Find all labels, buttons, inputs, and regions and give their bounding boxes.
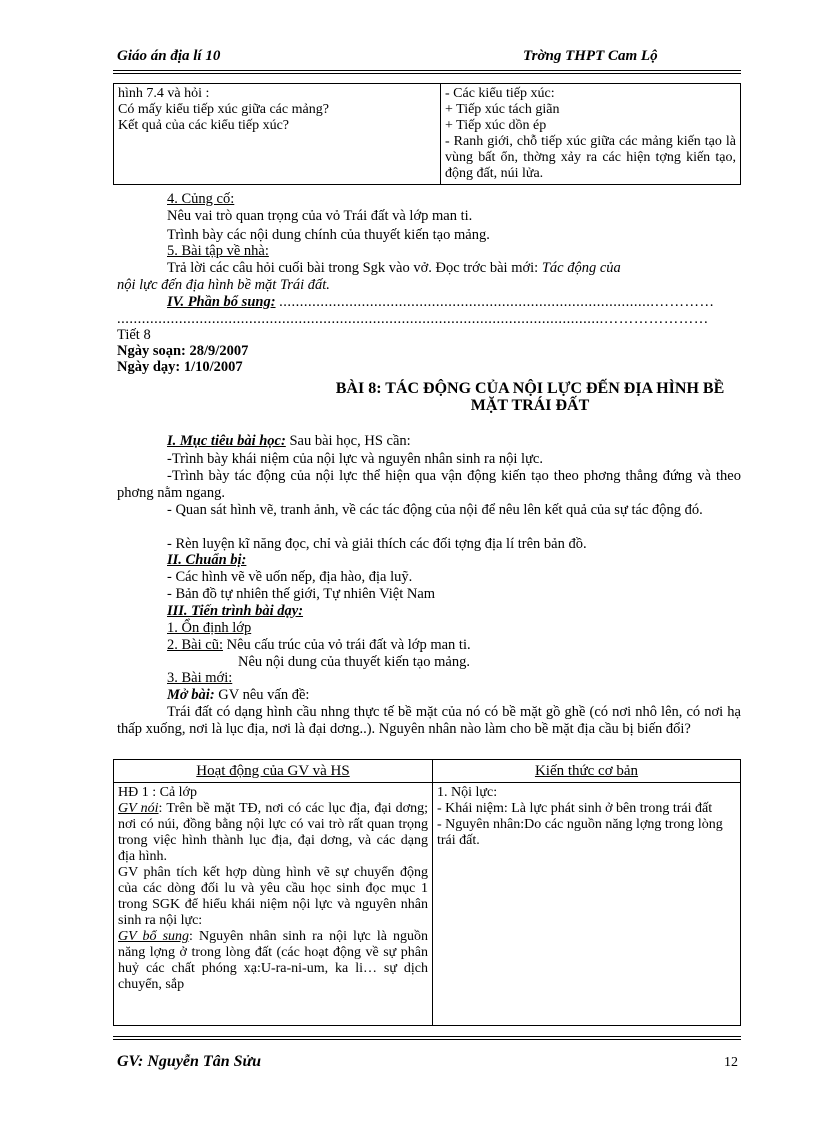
homework-line: Trả lời các câu hỏi cuối bài trong Sgk vào vở. Đọc trớc bài mới: Tác động của bbox=[167, 260, 621, 276]
table1-right-cell bbox=[441, 84, 741, 185]
opening-line: Mở bài: GV nêu vấn đề: bbox=[167, 687, 310, 703]
activity-paragraph: GV bổ sung: Nguyên nhân sinh ra nội lực là nguồn năng lợng ở trong lòng đất (các hoạt động về sự phân huỷ các chất phóng xạ:U-ra-ni-um, ka li… sự dịch chuyển, sắp bbox=[118, 929, 429, 992]
footer-divider bbox=[113, 1036, 741, 1040]
col-knowledge-header: Kiến thức cơ bản bbox=[433, 760, 741, 783]
review-line: Nêu vai trò quan trọng của vỏ Trái đất và lớp man ti. bbox=[167, 208, 473, 224]
process-heading: III. Tiến trình bài dạy: bbox=[167, 603, 304, 619]
prep-heading: II. Chuẩn bị: bbox=[167, 552, 247, 568]
objective-item: - Quan sát hình vẽ, tranh ảnh, về các tác động của nội để nêu lên kết quả của sự tác động đó. bbox=[167, 502, 703, 518]
header-divider bbox=[113, 70, 741, 74]
step-2: 2. Bài cũ: Nêu cấu trúc của vỏ trái đất và lớp man ti. bbox=[167, 637, 471, 653]
step-3: 3. Bài mới: bbox=[167, 670, 233, 686]
table1-left-line: Có mấy kiểu tiếp xúc giữa các mảng? bbox=[118, 102, 329, 117]
knowledge-item: - Nguyên nhân:Do các nguồn năng lợng trong lòng trái đất. bbox=[437, 817, 723, 848]
activity-title: HĐ 1 : Cả lớp bbox=[118, 785, 197, 800]
knowledge-item: - Khái niệm: Là lực phát sinh ở bên trong trái đất bbox=[437, 801, 713, 816]
activity-table-continued bbox=[113, 83, 741, 185]
review-line: Trình bày các nội dung chính của thuyết kiến tạo mảng. bbox=[167, 227, 490, 243]
header-school: Trờng THPT Cam Lộ bbox=[523, 48, 658, 64]
homework-italic-line: nội lực đến địa hình bề mặt Trái đất. bbox=[117, 277, 330, 293]
objective-item: - Rèn luyện kĩ năng đọc, chỉ và giải thích các đối tợng địa lí trên bản đồ. bbox=[167, 536, 587, 552]
table1-right-line: + Tiếp xúc dồn ép bbox=[445, 118, 547, 133]
objective-item: -Trình bày tác động của nội lực thể hiện qua vận động kiến tạo theo phơng thẳng đứng và theo phơng nằm ngang. bbox=[117, 468, 741, 501]
prepared-date: Ngày soạn: 28/9/2007 bbox=[117, 343, 249, 359]
knowledge-cell bbox=[433, 783, 741, 1026]
table1-right-line: - Các kiểu tiếp xúc: bbox=[445, 86, 555, 101]
knowledge-title: 1. Nội lực: bbox=[437, 785, 498, 800]
step-1: 1. Ổn định lớp bbox=[167, 620, 252, 636]
supplement-line: IV. Phần bổ sung: ...........................................................................................………… bbox=[167, 294, 715, 310]
step-2-continued: Nêu nội dung của thuyết kiến tạo mảng. bbox=[238, 654, 470, 670]
lesson-title: BÀI 8: TÁC ĐỘNG CỦA NỘI LỰC ĐẾN ĐỊA HÌNH BỀ MẶT TRÁI ĐẤT bbox=[335, 380, 725, 414]
table1-right-line: + Tiếp xúc tách giãn bbox=[445, 102, 560, 117]
page-number: 12 bbox=[724, 1055, 738, 1070]
opening-paragraph: Trái đất có dạng hình cầu nhng thực tế bề mặt của nó có bề mặt gồ ghề (có nơi nhô lên, có nơi hạ thấp xuống, nơi là lục địa, nơi là đại dơng..). Nguyên nhân nào làm cho bề mặt địa cầu bị biến đổi? bbox=[117, 704, 741, 737]
objectives-heading-line: I. Mục tiêu bài học: Sau bài học, HS cần: bbox=[167, 433, 411, 449]
table1-right-line: - Ranh giới, chỗ tiếp xúc giữa các mảng kiến tạo là vùng bất ổn, thờng xảy ra các hiện tợng kiến tạo, động đất, núi lửa. bbox=[445, 134, 736, 181]
objective-item: -Trình bày khái niệm của nội lực và nguyên nhân sinh ra nội lực. bbox=[167, 451, 543, 467]
lesson-number: Tiết 8 bbox=[117, 327, 151, 343]
prep-item: - Bản đồ tự nhiên thế giới, Tự nhiên Việt Nam bbox=[167, 586, 436, 602]
footer-author: GV: Nguyễn Tân Sửu bbox=[117, 1053, 261, 1070]
review-heading: 4. Củng cố: bbox=[167, 191, 235, 207]
table1-left-line: hình 7.4 và hỏi : bbox=[118, 86, 210, 101]
prep-item: - Các hình vẽ về uốn nếp, địa hào, địa luỹ. bbox=[167, 569, 413, 585]
activity-cell bbox=[114, 783, 433, 1026]
table1-left-cell bbox=[114, 84, 441, 185]
activity-paragraph: GV phân tích kết hợp dùng hình vẽ sự chuyển động của các dòng đối lu và yêu cầu học sinh đọc mục 1 trong SGK để hiểu khái niệm nội lực và nguyên nhân sinh ra nội lực: bbox=[118, 865, 428, 928]
activity-table bbox=[113, 759, 741, 1026]
activity-paragraph: GV nói: Trên bề mặt TĐ, nơi có các lục địa, đại dơng; nơi có núi, đồng bằng nội lực có vai trò rất quan trọng trong việc hình thành lục địa, đại dơng, và các dạng địa hình. bbox=[118, 801, 428, 864]
taught-date: Ngày dạy: 1/10/2007 bbox=[117, 359, 243, 375]
col-activity-header: Hoạt động của GV và HS bbox=[114, 760, 433, 783]
dotted-line: ......................................................................................................................………………… bbox=[117, 311, 709, 327]
homework-heading: 5. Bài tập về nhà: bbox=[167, 243, 269, 259]
table1-left-line: Kết quả của các kiểu tiếp xúc? bbox=[118, 118, 290, 133]
header-subject: Giáo án địa lí 10 bbox=[117, 48, 221, 64]
